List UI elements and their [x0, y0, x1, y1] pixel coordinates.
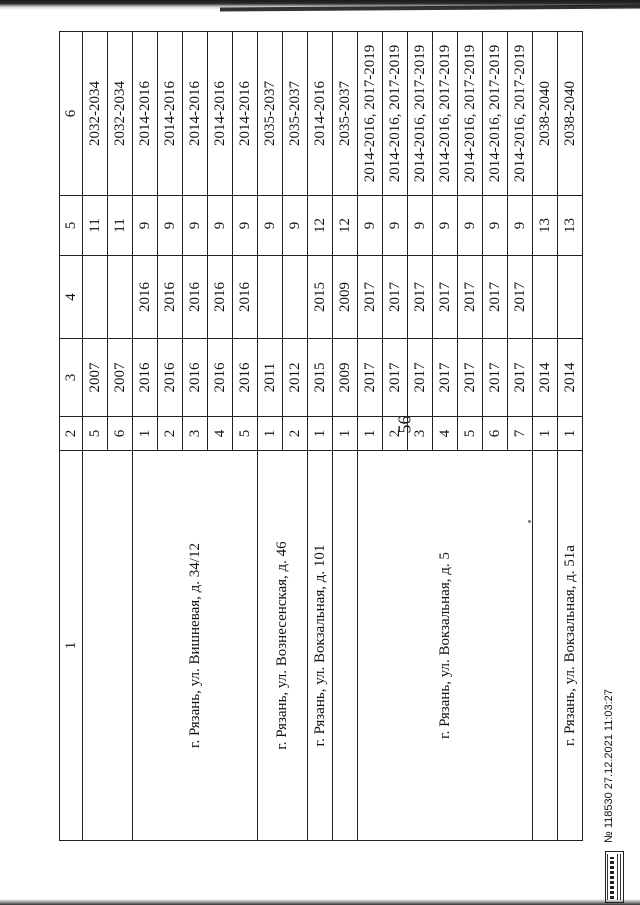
table-row	[533, 32, 558, 841]
column-header-5: 5	[60, 196, 83, 256]
cell-col-6: 2038-2040	[558, 32, 583, 196]
cell-col-3: 2012	[283, 339, 308, 417]
cell-col-6: 2014-2016	[308, 32, 333, 196]
cell-col-6: 2032-2034	[108, 32, 133, 196]
cell-col-4	[258, 256, 283, 339]
cell-col-6: 2014-2016, 2017-2019	[358, 32, 383, 196]
cell-col-5: 12	[333, 196, 358, 256]
table-row	[133, 32, 158, 841]
cell-col-5: 9	[283, 196, 308, 256]
scan-speck	[528, 520, 531, 523]
cell-col-2: 2	[383, 417, 408, 451]
cell-col-2: 1	[133, 417, 158, 451]
cell-col-3: 2016	[133, 339, 158, 417]
cell-col-5: 13	[533, 196, 558, 256]
cell-col-6: 2014-2016	[208, 32, 233, 196]
cell-col-4: 2017	[408, 256, 433, 339]
address-cell	[533, 451, 558, 841]
cell-col-2: 1	[308, 417, 333, 451]
cell-col-4	[83, 256, 108, 339]
cell-col-4: 2017	[508, 256, 533, 339]
cell-col-4: 2017	[483, 256, 508, 339]
cell-col-6: 2014-2016	[233, 32, 258, 196]
cell-col-2: 5	[83, 417, 108, 451]
column-header-6: 6	[60, 32, 83, 196]
document-footer	[601, 623, 625, 903]
address-cell	[83, 451, 133, 841]
table-body	[83, 32, 583, 841]
cell-col-6: 2014-2016, 2017-2019	[458, 32, 483, 196]
column-header-2: 2	[60, 417, 83, 451]
cell-col-3: 2015	[308, 339, 333, 417]
cell-col-6: 2014-2016, 2017-2019	[383, 32, 408, 196]
cell-col-4: 2016	[208, 256, 233, 339]
cell-col-2: 1	[558, 417, 583, 451]
records-table	[59, 31, 583, 841]
page-number: 56	[394, 415, 415, 434]
cell-col-4	[558, 256, 583, 339]
cell-col-6: 2014-2016	[158, 32, 183, 196]
cell-col-3: 2017	[408, 339, 433, 417]
cell-col-2: 1	[258, 417, 283, 451]
cell-col-5: 9	[183, 196, 208, 256]
cell-col-6: 2035-2037	[283, 32, 308, 196]
cell-col-4	[108, 256, 133, 339]
cell-col-5: 11	[108, 196, 133, 256]
cell-col-2: 4	[433, 417, 458, 451]
cell-col-4	[283, 256, 308, 339]
cell-col-4: 2017	[458, 256, 483, 339]
cell-col-2: 1	[533, 417, 558, 451]
column-header-1: 1	[60, 451, 83, 841]
cell-col-2: 3	[183, 417, 208, 451]
cell-col-2: 4	[208, 417, 233, 451]
table-row	[558, 32, 583, 841]
cell-col-2: 1	[358, 417, 383, 451]
address-cell: г. Рязань, ул. Вокзальная, д. 101	[308, 451, 333, 841]
cell-col-3: 2016	[233, 339, 258, 417]
official-stamp-icon	[605, 851, 624, 903]
cell-col-3: 2007	[108, 339, 133, 417]
cell-col-6: 2035-2037	[333, 32, 358, 196]
cell-col-6: 2014-2016	[133, 32, 158, 196]
cell-col-6: 2035-2037	[258, 32, 283, 196]
cell-col-5: 9	[433, 196, 458, 256]
cell-col-3: 2007	[83, 339, 108, 417]
cell-col-4: 2015	[308, 256, 333, 339]
cell-col-5: 11	[83, 196, 108, 256]
cell-col-2: 7	[508, 417, 533, 451]
table-row	[308, 32, 333, 841]
cell-col-4: 2009	[333, 256, 358, 339]
address-cell: г. Рязань, ул. Вокзальная, д. 51а	[558, 451, 583, 841]
cell-col-6: 2014-2016, 2017-2019	[483, 32, 508, 196]
table-row	[358, 32, 383, 841]
cell-col-3: 2017	[458, 339, 483, 417]
cell-col-3: 2017	[483, 339, 508, 417]
cell-col-2: 3	[408, 417, 433, 451]
cell-col-2: 6	[108, 417, 133, 451]
cell-col-4: 2017	[358, 256, 383, 339]
cell-col-6: 2014-2016, 2017-2019	[408, 32, 433, 196]
cell-col-4: 2016	[233, 256, 258, 339]
cell-col-2: 1	[333, 417, 358, 451]
cell-col-5: 9	[233, 196, 258, 256]
cell-col-4	[533, 256, 558, 339]
cell-col-6: 2014-2016, 2017-2019	[433, 32, 458, 196]
cell-col-3: 2011	[258, 339, 283, 417]
cell-col-3: 2017	[433, 339, 458, 417]
cell-col-2: 2	[283, 417, 308, 451]
cell-col-5: 9	[258, 196, 283, 256]
cell-col-5: 9	[133, 196, 158, 256]
cell-col-5: 9	[383, 196, 408, 256]
cell-col-5: 9	[158, 196, 183, 256]
cell-col-5: 9	[508, 196, 533, 256]
cell-col-3: 2014	[533, 339, 558, 417]
address-cell: г. Рязань, ул. Вознесенская, д. 46	[258, 451, 308, 841]
cell-col-2: 5	[233, 417, 258, 451]
cell-col-3: 2017	[508, 339, 533, 417]
address-cell: г. Рязань, ул. Вишневая, д. 34/12	[133, 451, 258, 841]
cell-col-6: 2032-2034	[83, 32, 108, 196]
table-row	[333, 32, 358, 841]
cell-col-2: 5	[458, 417, 483, 451]
cell-col-6: 2014-2016	[183, 32, 208, 196]
table-row	[83, 32, 108, 841]
cell-col-4: 2016	[183, 256, 208, 339]
cell-col-5: 9	[208, 196, 233, 256]
address-cell	[333, 451, 358, 841]
table-header-row	[60, 32, 83, 841]
cell-col-4: 2017	[383, 256, 408, 339]
table-row	[258, 32, 283, 841]
cell-col-4: 2016	[158, 256, 183, 339]
cell-col-3: 2016	[158, 339, 183, 417]
cell-col-5: 9	[483, 196, 508, 256]
cell-col-3: 2016	[183, 339, 208, 417]
address-cell: г. Рязань, ул. Вокзальная, д. 5	[358, 451, 533, 841]
table-container	[59, 32, 580, 841]
cell-col-5: 13	[558, 196, 583, 256]
cell-col-3: 2017	[383, 339, 408, 417]
document-reference: № 118530 27.12.2021 11:03:27	[603, 689, 615, 843]
cell-col-6: 2014-2016, 2017-2019	[508, 32, 533, 196]
cell-col-5: 9	[458, 196, 483, 256]
cell-col-4: 2017	[433, 256, 458, 339]
cell-col-2: 2	[158, 417, 183, 451]
cell-col-5: 12	[308, 196, 333, 256]
cell-col-4: 2016	[133, 256, 158, 339]
column-header-4: 4	[60, 256, 83, 339]
cell-col-6: 2038-2040	[533, 32, 558, 196]
cell-col-3: 2017	[358, 339, 383, 417]
cell-col-5: 9	[358, 196, 383, 256]
cell-col-3: 2014	[558, 339, 583, 417]
cell-col-3: 2009	[333, 339, 358, 417]
cell-col-5: 9	[408, 196, 433, 256]
cell-col-3: 2016	[208, 339, 233, 417]
column-header-3: 3	[60, 339, 83, 417]
cell-col-2: 6	[483, 417, 508, 451]
